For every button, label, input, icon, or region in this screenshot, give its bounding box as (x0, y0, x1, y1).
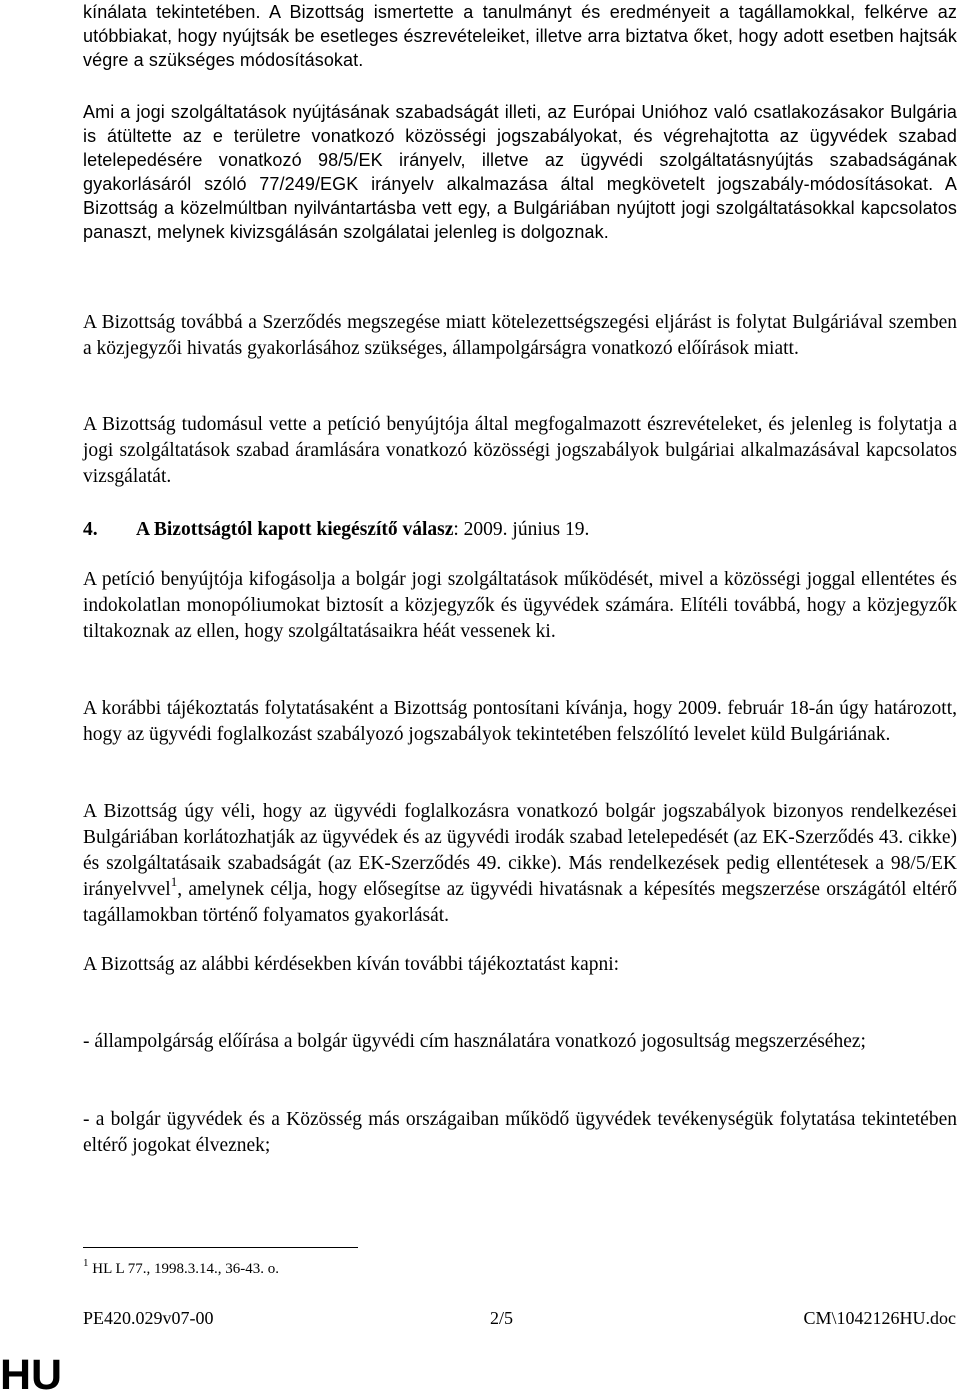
paragraph-5: A petíció benyújtója kifogásolja a bolgár jogi szolgáltatások működését, mivel a közösségi joggal ellentétes és indokolatlan monopóliumokat biztosít a közjegyzők és ügyvédek számára. Elítéli továbbá, hogy a közjegyzők tiltakoznak az ellen, hogy szolgáltatásaikra héát vessenek ki. (83, 569, 957, 642)
paragraph-3: A Bizottság továbbá a Szerződés megszegése miatt kötelezettségszegési eljárást is folytat Bulgáriával szemben a közjegyzői hivatás gyakorlásához szükséges, állampolgárságra vonatkozó előírások miatt. (83, 312, 957, 359)
footnote-marker: 1 (83, 1257, 89, 1269)
paragraph-7 (83, 799, 957, 929)
footer-doc-code: PE420.029v07-00 (83, 1308, 214, 1328)
footnote-text: HL L 77., 1998.3.14., 36-43. o. (92, 1261, 280, 1277)
paragraph-7-text-before: A Bizottság úgy véli, hogy az ügyvédi foglalkozásra vonatkozó bolgár jogszabályok bizonyos rendelkezései Bulgáriában korlátozhatják az ügyvédek és az ügyvédi irodák szabad letelepedését (az EK-Szerződés 43. cikke) és szolgáltatásaik szabadságát (az EK-Szerződés 49. cikke). Más rendelkezések pedig ellentétesek a 98/5/EK irányelvvel (83, 801, 957, 900)
language-tag: HU (0, 1351, 63, 1399)
section-heading (83, 517, 589, 543)
footnote-separator (83, 1247, 358, 1248)
paragraph-6: A korábbi tájékoztatás folytatásaként a Bizottság pontosítani kívánja, hogy 2009. február 18-án úgy határozott, hogy az ügyvédi foglalkozást szabályozó jogszabályok tekintetében felszólító levelet küld Bulgáriának. (83, 698, 957, 745)
paragraph-7-text-after: , amelynek célja, hogy elősegítse az ügyvédi hivatásnak a képesítés megszerzése országától eltérő tagállamokban történő folyamatos gyakorlását. (83, 879, 957, 926)
footnote (83, 1259, 279, 1279)
list-item-1: - állampolgárság előírása a bolgár ügyvédi cím használatára vonatkozó jogosultság megszerzéséhez; (83, 1031, 866, 1052)
section-date: : 2009. június 19. (453, 519, 590, 540)
footer-file-name: CM\1042126HU.doc (803, 1308, 956, 1328)
list-item-2: - a bolgár ügyvédek és a Közösség más országaiban működő ügyvédek tevékenységük folytatása tekintetében eltérő jogokat élveznek; (83, 1109, 957, 1156)
footer-page-number: 2/5 (490, 1308, 514, 1328)
paragraph-4: A Bizottság tudomásul vette a petíció benyújtója által megfogalmazott észrevételeket, és jelenleg is folytatja a jogi szolgáltatások szabad áramlására vonatkozó közösségi jogszabályok bulgáriai alkalmazásával kapcsolatos vizsgálatát. (83, 414, 957, 487)
paragraph-1: kínálata tekintetében. A Bizottság ismertette a tanulmányt és eredményeit a tagállamokkal, felkérve az utóbbiakat, hogy nyújtsák be esetleges észrevételeiket, illetve arra biztatva őket, hogy adott esetben hajtsák végre a szükséges módosításokat. (83, 2, 957, 70)
paragraph-8: A Bizottság az alábbi kérdésekben kíván további tájékoztatást kapni: (83, 954, 620, 975)
section-number: 4. (83, 519, 98, 540)
footnote-reference[interactable]: 1 (170, 874, 178, 889)
section-title: A Bizottságtól kapott kiegészítő válasz (136, 519, 454, 540)
paragraph-2: Ami a jogi szolgáltatások nyújtásának szabadságát illeti, az Európai Unióhoz való csatlakozásakor Bulgária is átültette az e területre vonatkozó közösségi jogszabályokat, és végrehajtotta az ügyvédek szabad letelepedésére vonatkozó 98/5/EK irányelv, illetve az ügyvédi szolgáltatásnyújtás szabadságának gyakorlásáról szóló 77/249/EGK irányelv alkalmazása által megkövetelt jogszabály-módosításokat. A Bizottság a közelmúltban nyilvántartásba vett egy, a Bulgáriában nyújtott jogi szolgáltatásokkal kapcsolatos panaszt, melynek kivizsgálásán szolgálatai jelenleg is dolgoznak. (83, 102, 957, 242)
